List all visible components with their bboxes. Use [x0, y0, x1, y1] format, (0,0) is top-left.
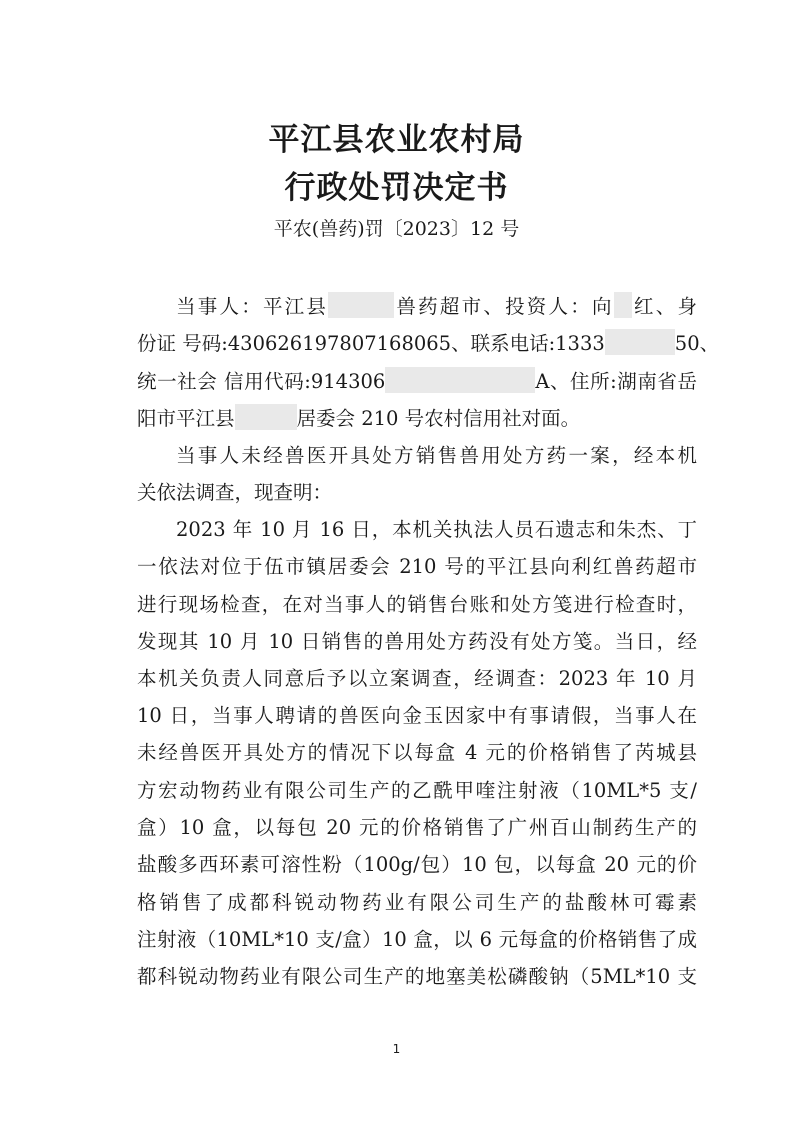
document-number: 平农(兽药)罚〔2023〕12 号 — [273, 218, 520, 240]
redaction-block — [614, 292, 632, 318]
text-line: 未经兽医开具处方的情况下以每盒 4 元的价格销售了芮城县 — [137, 741, 697, 764]
text-line: 注射液（10ML*10 支/盒）10 盒，以 6 元每盒的价格销售了成 — [137, 928, 697, 951]
page-number: 1 — [392, 1042, 401, 1056]
text-line: 关依法调查，现查明： — [137, 481, 333, 504]
redaction-block — [605, 329, 675, 355]
text-line: 统一社会 信用代码:914306 A、住所:湖南省岳 — [137, 366, 697, 398]
text-line: 发现其 10 月 10 日销售的兽用处方药没有处方笺。当日，经 — [137, 630, 697, 653]
text-line: 当事人：平江县 兽药超市、投资人：向 红、身 — [176, 291, 697, 323]
text-line: 10 日，当事人聘请的兽医向金玉因家中有事请假，当事人在 — [137, 704, 697, 727]
redaction-block — [328, 292, 394, 318]
document-title-authority: 平江县农业农村局 — [268, 122, 525, 158]
text-line: 当事人未经兽医开具处方销售兽用处方药一案，经本机 — [176, 444, 697, 467]
text-line: 本机关负责人同意后予以立案调查，经调查：2023 年 10 月 — [137, 667, 697, 690]
text-line: 阳市平江县 居委会 210 号农村信用社对面。 — [137, 403, 697, 435]
text-line: 一依法对位于伍市镇居委会 210 号的平江县向利红兽药超市 — [137, 555, 697, 578]
text-line: 格销售了成都科锐动物药业有限公司生产的盐酸林可霉素 — [137, 891, 697, 914]
text-line: 2023 年 10 月 16 日，本机关执法人员石遗志和朱杰、丁 — [176, 518, 697, 541]
text-line: 盐酸多西环素可溶性粉（100g/包）10 包，以每盒 20 元的价 — [137, 853, 697, 876]
document-title-type: 行政处罚决定书 — [284, 170, 509, 206]
redaction-block — [385, 367, 535, 393]
text-line: 份证 号码:430626197807168065、联系电话:1333 50、 — [137, 328, 697, 360]
text-line: 盒）10 盒，以每包 20 元的价格销售了广州百山制药生产的 — [137, 816, 697, 839]
text-line: 进行现场检查，在对当事人的销售台账和处方笺进行检查时， — [137, 593, 697, 616]
text-line: 方宏动物药业有限公司生产的乙酰甲喹注射液（10ML*5 支/ — [137, 779, 697, 802]
redaction-block — [235, 404, 297, 430]
text-line: 都科锐动物药业有限公司生产的地塞美松磷酸钠（5ML*10 支 — [137, 965, 697, 988]
